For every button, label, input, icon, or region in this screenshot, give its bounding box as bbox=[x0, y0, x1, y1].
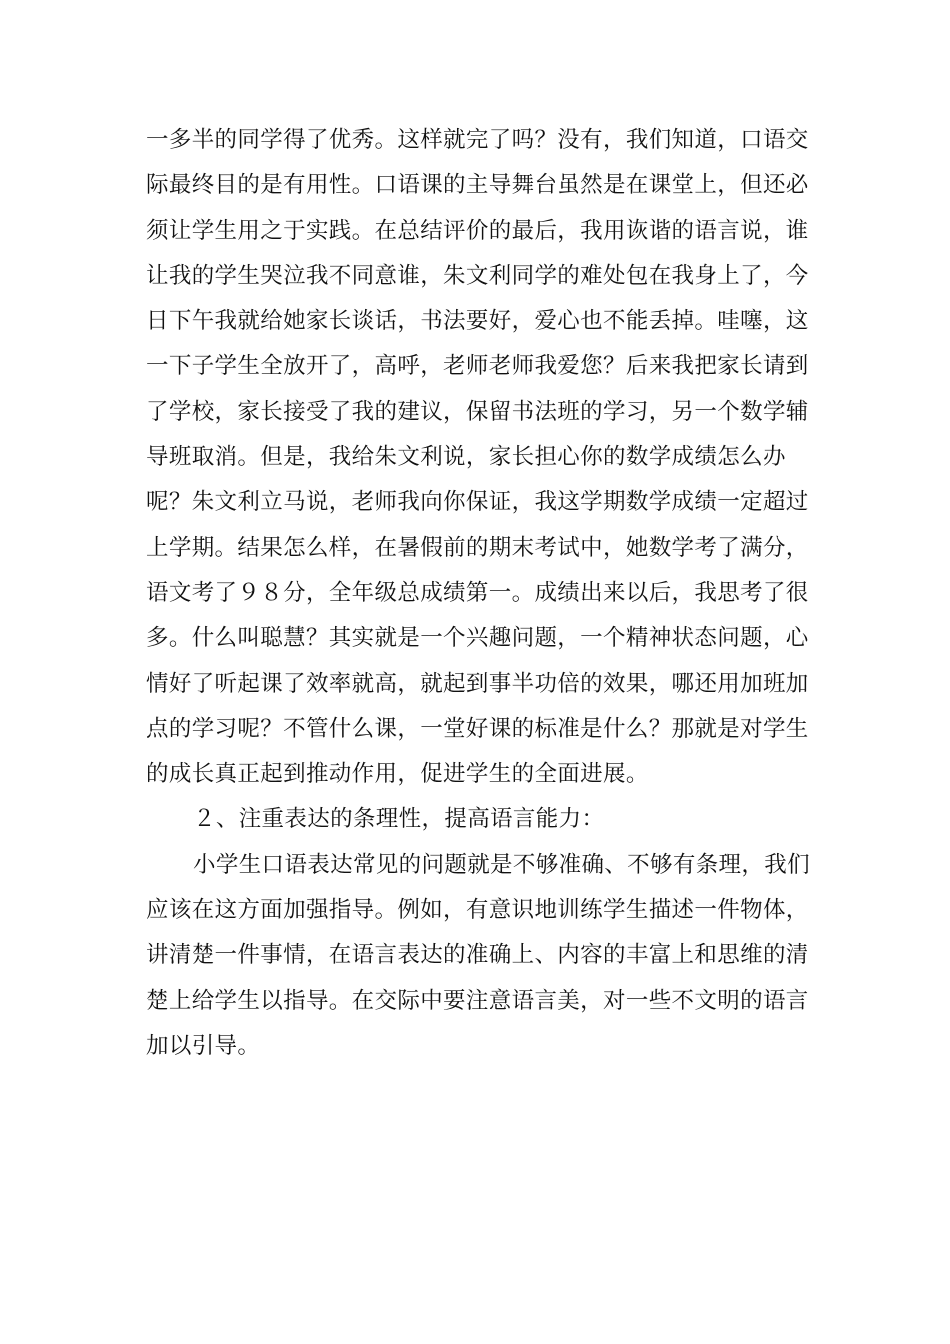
text-line: 上学期。结果怎么样，在暑假前的期末考试中，她数学考了满分， bbox=[146, 534, 809, 561]
text-line: 小学生口语表达常见的问题就是不够准确、不够有条理，我们 bbox=[193, 851, 810, 878]
text-line: 情好了听起课了效率就高，就起到事半功倍的效果，哪还用加班加 bbox=[146, 670, 809, 697]
text-line: 让我的学生哭泣我不同意谁，朱文利同学的难处包在我身上了，今 bbox=[146, 262, 809, 289]
text-line: 日下午我就给她家长谈话，书法要好，爱心也不能丢掉。哇噻，这 bbox=[146, 308, 809, 335]
text-line: 应该在这方面加强指导。例如，有意识地训练学生描述一件物体， bbox=[146, 897, 809, 924]
paragraph-2 bbox=[146, 843, 810, 1069]
text-line: 讲清楚一件事情，在语言表达的准确上、内容的丰富上和思维的清 bbox=[146, 942, 809, 969]
document-body bbox=[146, 118, 810, 1069]
text-line: 须让学生用之于实践。在总结评价的最后，我用诙谐的语言说，谁 bbox=[146, 217, 809, 244]
text-line: 楚上给学生以指导。在交际中要注意语言美，对一些不文明的语言 bbox=[146, 987, 809, 1014]
text-line: 的成长真正起到推动作用，促进学生的全面进展。 bbox=[146, 761, 649, 788]
text-line: 了学校，家长接受了我的建议，保留书法班的学习，另一个数学辅 bbox=[146, 398, 809, 425]
text-line: 一下子学生全放开了，高呼，老师老师我爱您？后来我把家长请到 bbox=[146, 353, 809, 380]
section-heading: ２、注重表达的条理性，提高语言能力： bbox=[193, 806, 605, 833]
text-line: 呢？朱文利立马说，老师我向你保证，我这学期数学成绩一定超过 bbox=[146, 489, 809, 516]
text-line: 际最终目的是有用性。口语课的主导舞台虽然是在课堂上，但还必 bbox=[146, 172, 809, 199]
text-line: 导班取消。但是，我给朱文利说，家长担心你的数学成绩怎么办 bbox=[146, 444, 786, 471]
paragraph-1 bbox=[146, 118, 809, 797]
text-line: 多。什么叫聪慧？其实就是一个兴趣问题，一个精神状态问题，心 bbox=[146, 625, 809, 652]
text-line: 语文考了９８分，全年级总成绩第一。成绩出来以后，我思考了很 bbox=[146, 579, 809, 606]
text-line: 点的学习呢？不管什么课，一堂好课的标准是什么？那就是对学生 bbox=[146, 715, 809, 742]
text-line: 一多半的同学得了优秀。这样就完了吗？没有，我们知道，口语交 bbox=[146, 127, 809, 153]
text-line: 加以引导。 bbox=[146, 1032, 261, 1059]
